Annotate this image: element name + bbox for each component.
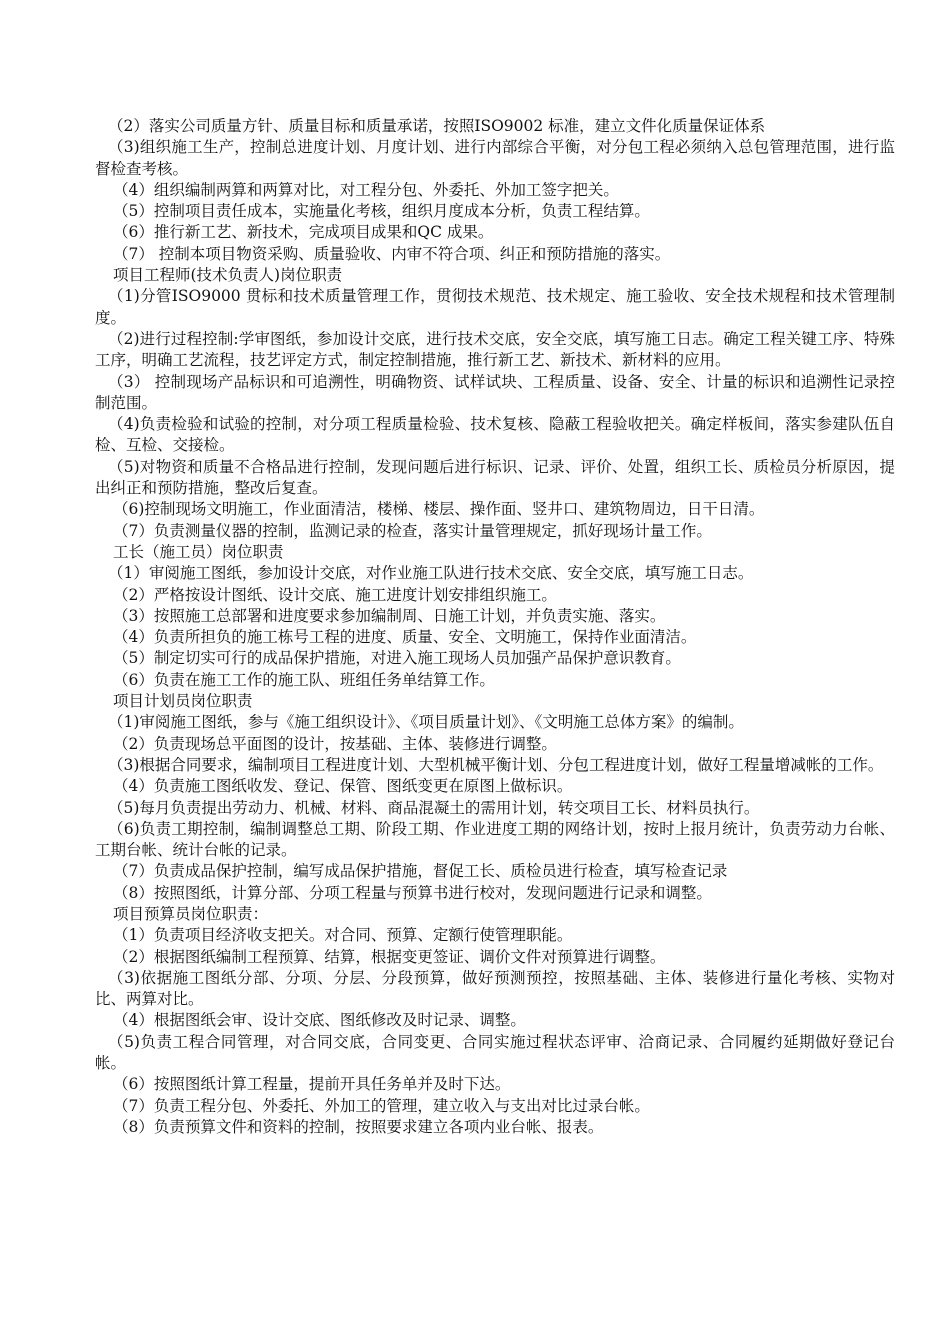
paragraph-traceability: （3） 控制现场产品标识和可追溯性，明确物资、试样试块、工程质量、设备、安全、计量的标识和追溯性记录控制范围。: [95, 372, 895, 412]
paragraph-quantity-check: （8）按照图纸，计算分部、分项工程量与预算书进行校对，发现问题进行记录和调整。: [113, 883, 712, 902]
section-heading-project-engineer: 项目工程师(技术负责人)岗位职责: [113, 266, 343, 285]
paragraph-protection-control: （7）负责成品保护控制，编写成品保护措施，督促工长、质检员进行检查，填写检查记录: [113, 862, 728, 881]
paragraph-product-protection: （5）制定切实可行的成品保护措施，对进入施工现场人员加强产品保护意识教育。: [113, 649, 681, 668]
paragraph-iso9000: （1)分管ISO9000 贯标和技术质量管理工作，贯彻技术规范、技术规定、施工验收、安全技术规程和技术管理制度。: [95, 287, 895, 327]
paragraph-subcontract-management: （7）负责工程分包、外委托、外加工的管理，建立收入与支出对比过录台帐。: [113, 1096, 650, 1115]
paragraph-measuring-instruments: （7）负责测量仪器的控制，监测记录的检查，落实计量管理规定，抓好现场计量工作。: [113, 521, 712, 540]
section-heading-foreman: 工长（施工员）岗位职责: [113, 542, 284, 561]
paragraph-inspection-testing: （4)负责检验和试验的控制，对分项工程质量检验、技术复核、隐蔽工程验收把关。确定样板间，落实参建队伍自检、互检、交接检。: [95, 415, 895, 455]
paragraph-review-drawings: （1）审阅施工图纸，参加设计交底，对作业施工队进行技术交底、安全交底，填写施工日志。: [108, 564, 754, 583]
paragraph-site-layout: （2）负责现场总平面图的设计，按基础、主体、装修进行调整。: [113, 734, 557, 753]
paragraph-drawing-revision: （4）根据图纸会审、设计交底、图纸修改及时记录、调整。: [113, 1011, 526, 1030]
paragraph-resource-plan: （5)每月负责提出劳动力、机械、材料、商品混凝土的需用计划，转交项目工长、材料员执行。: [108, 798, 760, 817]
paragraph-new-technology: （6）推行新工艺、新技术，完成项目成果和QC 成果。: [113, 223, 494, 242]
paragraph-segment-budget: （3)依据施工图纸分部、分项、分层、分段预算，做好预测预控，按照基础、主体、装修进行量化考核、实物对比、两算对比。: [95, 968, 895, 1009]
paragraph-cost-control: （5）控制项目责任成本，实施量化考核，组织月度成本分析，负责工程结算。: [113, 202, 650, 221]
paragraph-schedule-plans: （3)根据合同要求，编制项目工程进度计划、大型机械平衡计划、分包工程进度计划，做好工程量增减帐的工作。: [108, 755, 884, 774]
paragraph-budget-comparison: （4）组织编制两算和两算对比，对工程分包、外委托、外加工签字把关。: [113, 180, 619, 199]
document-body: [95, 116, 895, 1138]
section-heading-estimator: 项目预算员岗位职责：: [113, 904, 269, 923]
paragraph-planner-review: （1)审阅施工图纸，参与《施工组织设计》、《项目质量计划》、《文明施工总体方案》的编制。: [108, 713, 744, 732]
paragraph-procurement-control: （7） 控制本项目物资采购、质量验收、内审不符合项、纠正和预防措施的落实。: [113, 244, 671, 263]
paragraph-organize-per-design: （2）严格按设计图纸、设计交底、施工进度计划安排组织施工。: [113, 585, 557, 604]
paragraph-nonconformance: （5)对物资和质量不合格品进行控制，发现问题后进行标识、记录、评价、处置，组织工长、质检员分析原因，提出纠正和预防措施，整改后复查。: [95, 457, 895, 498]
paragraph-quality-system: （2）落实公司质量方针、质量目标和质量承诺，按照ISO9002 标准，建立文件化质量保证体系: [108, 117, 766, 135]
section-heading-planner: 项目计划员岗位职责: [113, 692, 253, 711]
paragraph-economic-control: （1）负责项目经济收支把关。对合同、预算、定额行使管理职能。: [113, 926, 573, 945]
paragraph-task-settlement: （6）负责在施工工作的施工队、班组任务单结算工作。: [113, 670, 495, 689]
paragraph-process-control: （2)进行过程控制:学审图纸，参加设计交底，进行技术交底，安全交底，填写施工日志。确定工程关键工序、特殊工序，明确工艺流程，技艺评定方式，制定控制措施，推行新工艺、新技术、新材料的应用。: [95, 329, 895, 370]
paragraph-task-orders: （6）按照图纸计算工程量，提前开具任务单并及时下达。: [113, 1075, 511, 1094]
paragraph-organize-construction: （3)组织施工生产，控制总进度计划、月度计划、进行内部综合平衡，对分包工程必须纳入总包管理范围，进行监督检查考核。: [95, 138, 895, 178]
paragraph-weekly-plan: （3）按照施工总部署和进度要求参加编制周、日施工计划，并负责实施、落实。: [113, 606, 666, 625]
paragraph-contract-management: （5)负责工程合同管理，对合同交底，合同变更、合同实施过程状态评审、洽商记录、合同履约延期做好登记台帐。: [95, 1032, 895, 1073]
paragraph-drawing-management: （4）负责施工图纸收发、登记、保管、图纸变更在原图上做标识。: [113, 777, 573, 796]
paragraph-civilized-construction: （6)控制现场文明施工，作业面清洁，楼梯、楼层、操作面、竖井口、建筑物周边，日干日清。: [113, 500, 765, 519]
paragraph-document-control: （8）负责预算文件和资料的控制，按照要求建立各项内业台帐、报表。: [113, 1117, 604, 1136]
paragraph-schedule-control: （6)负责工期控制，编制调整总工期、阶段工期、作业进度工期的网络计划，按时上报月统计，负责劳动力台帐、工期台帐、统计台帐的记录。: [95, 819, 895, 860]
paragraph-budget-preparation: （2）根据图纸编制工程预算、结算，根据变更签证、调价文件对预算进行调整。: [113, 947, 666, 966]
paragraph-building-progress: （4）负责所担负的施工栋号工程的进度、质量、安全、文明施工，保持作业面清洁。: [113, 628, 697, 647]
